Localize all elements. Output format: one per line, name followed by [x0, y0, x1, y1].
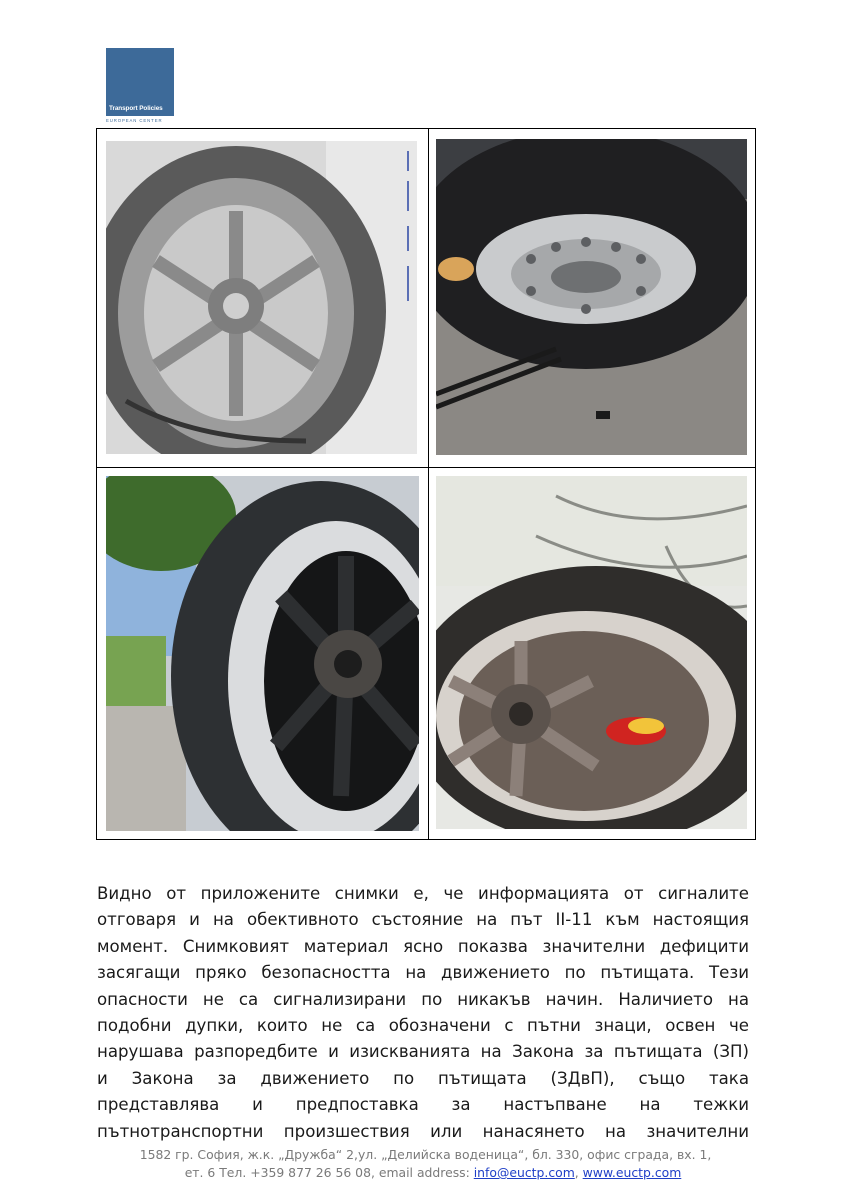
logo: [106, 48, 174, 116]
logo-subtitle: EUROPEAN CENTER: [106, 118, 163, 123]
scanned-tire-photo-icon: [106, 141, 417, 454]
damaged-wheel-photo-icon: [436, 476, 747, 829]
photo-table: [96, 128, 756, 840]
body-line: момент. Снимковият материал ясно показва значителни дефицити: [97, 936, 749, 956]
table-divider-vertical: [428, 129, 429, 839]
body-line: подобни дупки, които не са обозначени с пътни знаци, освен че: [97, 1016, 749, 1036]
body-line: нарушава разпоредбите и изискванията на Закона за пътищата (ЗП): [97, 1042, 749, 1062]
body-paragraph: [97, 881, 749, 1145]
footer-address: 1582 гр. София, ж.к. „Дружба“ 2,ул. „Делийска воденица“, бл. 330, офис сграда, вх. 1,: [139, 1147, 712, 1162]
truck-wheel-photo-icon: [436, 139, 747, 455]
page-footer: [0, 1146, 848, 1182]
body-line: представлява и предпоставка за настъпване на тежки: [97, 1095, 749, 1115]
body-line: опасности не са сигнализирани по никакъв начин. Наличието на: [97, 989, 749, 1009]
email-link[interactable]: info@euctp.com: [473, 1165, 575, 1180]
body-line: пътнотранспортни произшествия или нанасянето на значителни: [97, 1121, 749, 1141]
body-line: засягащи пряко безопасността на движението по пътищата. Тези: [97, 963, 749, 983]
website-link[interactable]: www.euctp.com: [582, 1165, 682, 1180]
footer-phone: ет. 6 Тел. +359 877 26 56 08, email address:: [184, 1165, 474, 1180]
logo-title: Transport Policies: [109, 105, 163, 112]
table-divider-horizontal: [97, 467, 755, 468]
body-line: Видно от приложените снимки е, че информацията от сигналите: [97, 884, 749, 903]
body-line: отговаря и на обективното състояние на път II-11 към настоящия: [97, 910, 749, 930]
bent-rim-photo-icon: [106, 476, 419, 831]
footer-separator: ,: [574, 1165, 583, 1180]
body-line: и Закона за движението по пътищата (ЗДвП), също така: [97, 1068, 749, 1088]
footer-contact: [0, 1164, 848, 1182]
